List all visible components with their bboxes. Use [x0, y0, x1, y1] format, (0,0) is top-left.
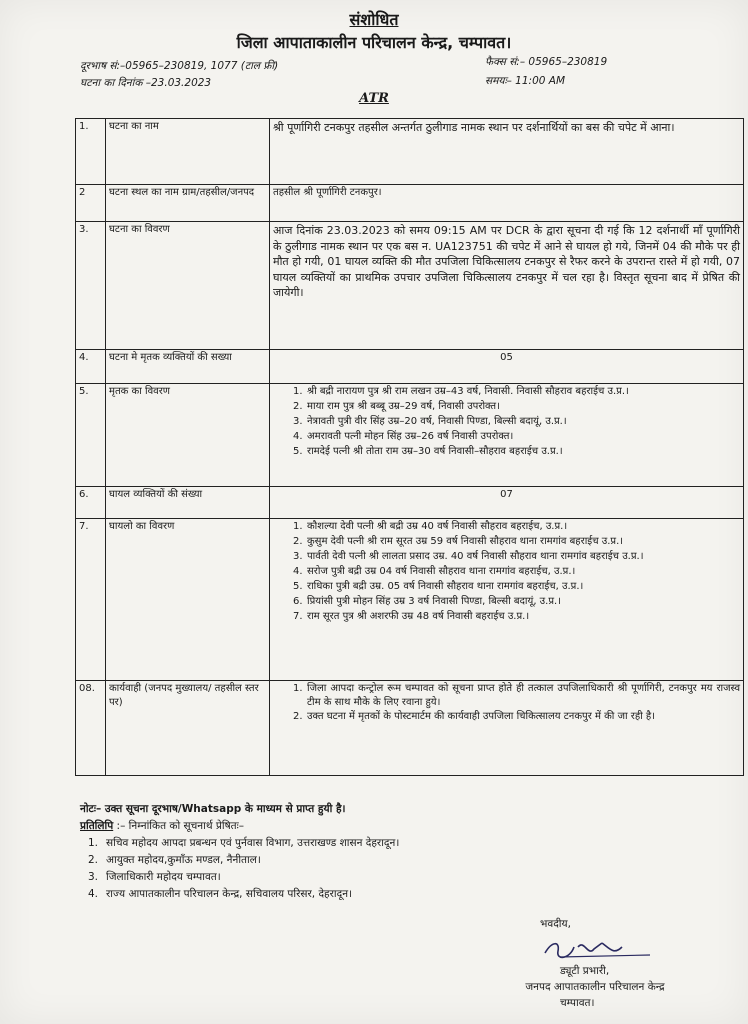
list-item: 5. राधिका पुत्री बद्री उम्र. 05 वर्ष निवासी सौहराव थाना रामगांव बहराईच, उ.प्र.। [293, 581, 584, 592]
table-row [76, 185, 744, 222]
list-item: 1. कौशल्या देवी पत्नी श्री बद्री उम्र 40 वर्ष निवासी सौहराव बहराईच, उ.प्र.। [293, 521, 568, 532]
list-item: 4. अमरावती पत्नी मोहन सिंह उम्र–26 वर्ष निवासी उपरोक्त। [293, 431, 514, 442]
row-number: 3. [76, 222, 106, 350]
action-list [273, 682, 740, 724]
row-label: कार्यवाही (जनपद मुख्यालय/ तहसील स्तर पर) [106, 681, 270, 776]
deceased-list [273, 385, 740, 459]
revised-heading: संशोधित [349, 10, 399, 29]
table-row [76, 350, 744, 384]
note-text: नोटः– उक्त सूचना दूरभाष/Whatsapp के माध्यम से प्राप्त हुयी है। [80, 803, 346, 815]
incident-date: घटना का दिनांक –23.03.2023 [80, 77, 212, 89]
table-row [76, 119, 744, 185]
row-value: श्री पूर्णागिरी टनकपुर तहसील अन्तर्गत ठुलीगाड नामक स्थान पर दर्शनार्थियों का बस की चपेट में आना। [270, 119, 744, 185]
designation: ड्यूटी प्रभारी, [560, 965, 610, 977]
row-label: मृतक का विवरण [106, 384, 270, 487]
table-row [76, 222, 744, 350]
list-item: 2. आयुक्त महोदय,कुमाँऊ मण्डल, नैनीताल। [88, 854, 261, 866]
phone-number: दूरभाष सं:–05965–230819, 1077 (टाल फ्री) [80, 60, 279, 72]
list-item: 4. राज्य आपातकालीन परिचालन केन्द्र, सचिवालय परिसर, देहरादून। [88, 888, 353, 900]
row-label: घटना का विवरण [106, 222, 270, 350]
atr-heading: ATR [359, 91, 389, 106]
list-item: 1. सचिव महोदय आपदा प्रबन्धन एवं पुर्नवास विभाग, उत्तराखण्ड शासन देहरादून। [88, 837, 400, 849]
row-label: घटना मे मृतक व्यक्तियों की सख्या [106, 350, 270, 384]
list-item: 1. जिला आपदा कन्ट्रोल रूम चम्पावत को सूचना प्राप्त होते ही तत्काल उपजिलाधिकारी श्री पूर्णागिरी, टनकपुर मय राजस्व टीम के साथ मौके के लिए रवाना हुये। [293, 683, 740, 708]
row-number: 4. [76, 350, 106, 384]
office-line-1: जनपद आपातकालीन परिचालन केन्द्र [525, 981, 665, 993]
death-count: 05 [270, 350, 744, 384]
list-item: 2. उक्त घटना में मृतकों के पोस्टमार्टम की कार्यवाही उपजिला चिकित्सालय टनकपुर में की जा रही है। [293, 711, 656, 722]
list-item: 7. राम सूरत पुत्र श्री अशरफी उम्र 48 वर्ष निवासी बहराईच उ.प्र.। [293, 611, 530, 622]
row-number: 6. [76, 487, 106, 519]
row-label: घायलो का विवरण [106, 519, 270, 681]
list-item: 6. प्रियांसी पुत्री मोहन सिंह उम्र 3 वर्ष निवासी पिण्डा, बिल्सी बदायूं, उ.प्र.। [293, 596, 561, 607]
incident-description: आज दिनांक 23.03.2023 को समय 09:15 AM पर DCR के द्वारा सूचना दी गई कि 12 दर्शनार्थी माँ पूर्णागिरी के ठुलीगाड नामक स्थान पर एक बस न. UA123751 की चपेट में आने से घायल हो गये, जिनमें 04 की मौके पर ही मौत हो गयी, 01 घायल व्यक्ति की मौत उपजिला चिकित्सालय टनकपुर से रैफर करने के उपरान्त रास्ते में हो गयी, 07 घायल व्यक्तियों का प्राथमिक उपचार उपजिला चिकित्सालय टनकपुर में चल रहा है। विस्तृत सूचना बाद में प्रेषित की जायेगी। [270, 222, 744, 350]
row-number: 2 [76, 185, 106, 222]
list-item: 4. सरोज पुत्री बद्री उम्र 04 वर्ष निवासी सौहराव थाना रामगांव बहराईच, उ.प्र.। [293, 566, 576, 577]
list-item: 2. कुसुम देवी पत्नी श्री राम सूरत उम्र 59 वर्ष निवासी सौहराव थाना रामगांव बहराईच उ.प्र.। [293, 536, 624, 547]
action-list-cell [270, 681, 744, 776]
list-item: 3. जिलाधिकारी महोदय चम्पावत। [88, 871, 221, 883]
closing-text: भवदीय, [540, 918, 571, 930]
row-number: 5. [76, 384, 106, 487]
deceased-list-cell [270, 384, 744, 487]
copy-heading: प्रतिलिपि :– निम्नांकित को सूचनार्थ प्रेषितः– [80, 820, 245, 832]
row-label: घटना स्थल का नाम ग्राम/तहसील/जनपद [106, 185, 270, 222]
fax-number: फैक्स सं:– 05965–230819 [485, 56, 608, 68]
list-item: 2. माया राम पुत्र श्री बब्बू उम्र–29 वर्ष, निवासी उपरोक्त। [293, 401, 500, 412]
table-row [76, 681, 744, 776]
incident-table [75, 118, 744, 776]
injured-count: 07 [270, 487, 744, 519]
report-time: समयः– 11:00 AM [485, 75, 566, 87]
list-item: 3. नेत्रावती पुत्री वीर सिंह उम्र–20 वर्ष, निवासी पिण्डा, बिल्सी बदायूं, उ.प्र.। [293, 416, 567, 427]
office-heading: जिला आपाताकालीन परिचालन केन्द्र, चम्पावत। [236, 33, 512, 52]
row-number: 08. [76, 681, 106, 776]
row-value: तहसील श्री पूर्णागिरी टनकपुर। [270, 185, 744, 222]
injured-list [273, 520, 740, 624]
list-item: 3. पार्वती देवी पत्नी श्री लालता प्रसाद उम्र. 40 वर्ष निवासी सौहराव थाना रामगांव बहराईच उ.प्र.। [293, 551, 644, 562]
row-label: घटना का नाम [106, 119, 270, 185]
table-row [76, 519, 744, 681]
row-number: 1. [76, 119, 106, 185]
copy-list [88, 835, 399, 903]
list-item: 1. श्री बद्री नारायण पुत्र श्री राम लखन उम्र–43 वर्ष, निवासी. निवासी सौहराव बहराईच उ.प्र.। [293, 386, 629, 397]
injured-list-cell [270, 519, 744, 681]
row-label: घायल व्यक्तियों की संख्या [106, 487, 270, 519]
handwritten-signature [540, 935, 660, 965]
table-row [76, 384, 744, 487]
row-number: 7. [76, 519, 106, 681]
list-item: 5. रामदेई पत्नी श्री तोता राम उम्र–30 वर्ष निवासी–सौहराव बहराईच उ.प्र.। [293, 446, 563, 457]
office-line-2: चम्पावत। [560, 997, 595, 1009]
table-row [76, 487, 744, 519]
